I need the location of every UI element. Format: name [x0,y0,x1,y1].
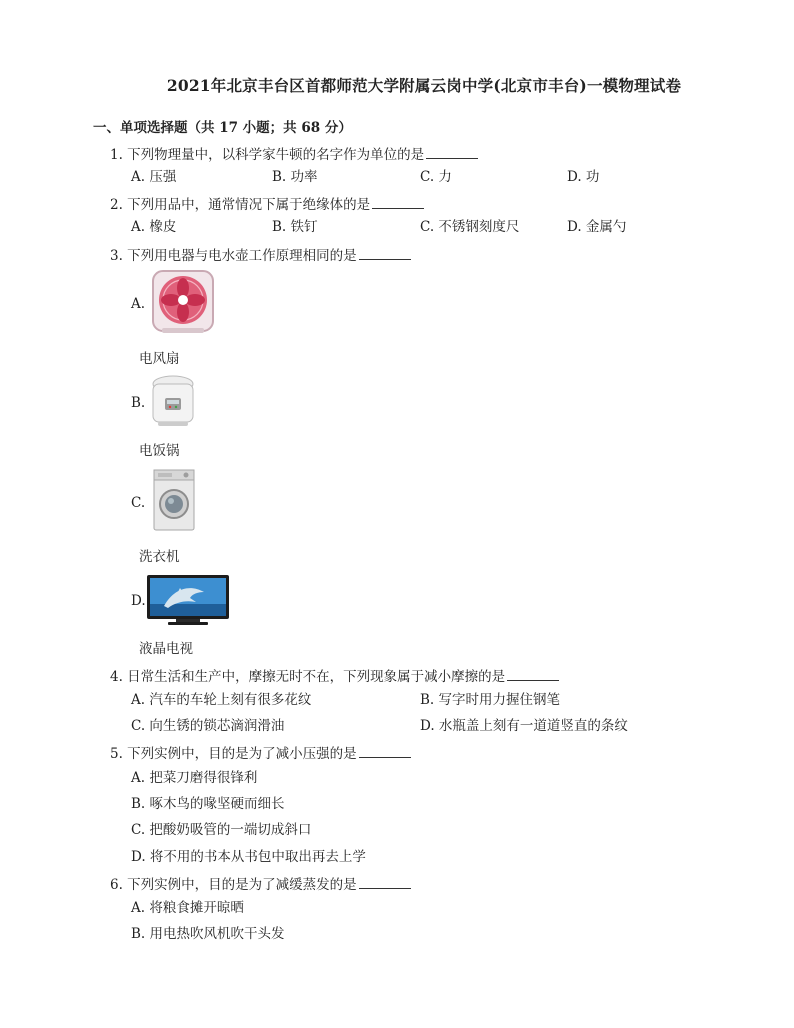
section-heading: 一、单项选择题（共 17 小题；共 68 分） [93,120,352,136]
q1-option-c[interactable]: C. 力 [420,169,452,185]
q5-option-a[interactable]: A. 把菜刀磨得很锋利 [131,770,258,786]
q4-option-b[interactable]: B. 写字时用力握住钢笔 [420,692,561,708]
q3-option-b-caption: 电饭锅 [139,443,180,459]
q2-option-d[interactable]: D. 金属勺 [567,219,627,235]
q2-option-b[interactable]: B. 铁钉 [272,219,318,235]
q1-option-d[interactable]: D. 功 [567,169,600,185]
q1-option-a[interactable]: A. 压强 [131,169,177,185]
q1-option-b[interactable]: B. 功率 [272,169,318,185]
q4-option-a[interactable]: A. 汽车的车轮上刻有很多花纹 [131,692,312,708]
question-2-stem: 2. 下列用品中，通常情况下属于绝缘体的是 [110,197,371,213]
electric-fan-icon[interactable] [150,268,216,336]
answer-blank[interactable] [372,196,424,209]
q3-option-b-label[interactable]: B. [131,395,146,411]
page-title: 2021年北京丰台区首都师范大学附属云岗中学(北京市丰台)一模物理试卷 [166,76,682,95]
question-6 [110,873,411,893]
q3-option-a-label[interactable]: A. [131,296,146,312]
question-4-stem: 4. 日常生活和生产中，摩擦无时不在，下列现象属于减小摩擦的是 [110,669,506,685]
washing-machine-icon[interactable] [152,468,196,532]
question-2 [110,193,424,213]
q2-option-c[interactable]: C. 不锈钢刻度尺 [420,219,520,235]
q3-option-d-label[interactable]: D. [131,593,146,609]
question-1 [110,143,478,163]
q3-option-c-caption: 洗衣机 [139,549,180,565]
question-5-stem: 5. 下列实例中，目的是为了减小压强的是 [110,746,357,762]
answer-blank[interactable] [359,876,411,889]
question-6-stem: 6. 下列实例中，目的是为了减缓蒸发的是 [110,877,357,893]
q5-option-d[interactable]: D. 将不用的书本从书包中取出再去上学 [131,849,366,865]
answer-blank[interactable] [359,247,411,260]
answer-blank[interactable] [359,745,411,758]
q5-option-c[interactable]: C. 把酸奶吸管的一端切成斜口 [131,822,312,838]
question-1-stem: 1. 下列物理量中，以科学家牛顿的名字作为单位的是 [110,147,425,163]
q4-option-c[interactable]: C. 向生锈的锁芯滴润滑油 [131,718,285,734]
question-5 [110,742,411,762]
lcd-tv-icon[interactable] [146,574,230,626]
q3-option-c-label[interactable]: C. [131,495,146,511]
rice-cooker-icon[interactable] [150,374,196,430]
answer-blank[interactable] [507,668,559,681]
q5-option-b[interactable]: B. 啄木鸟的喙坚硬而细长 [131,796,285,812]
q4-option-d[interactable]: D. 水瓶盖上刻有一道道竖直的条纹 [420,718,628,734]
q2-option-a[interactable]: A. 橡皮 [131,219,177,235]
question-3 [110,244,411,264]
q6-option-a[interactable]: A. 将粮食摊开晾晒 [131,900,244,916]
answer-blank[interactable] [426,146,478,159]
q6-option-b[interactable]: B. 用电热吹风机吹干头发 [131,926,285,942]
q3-option-a-caption: 电风扇 [139,351,180,367]
question-3-stem: 3. 下列用电器与电水壶工作原理相同的是 [110,248,357,264]
q3-option-d-caption: 液晶电视 [139,641,193,657]
question-4 [110,665,559,685]
